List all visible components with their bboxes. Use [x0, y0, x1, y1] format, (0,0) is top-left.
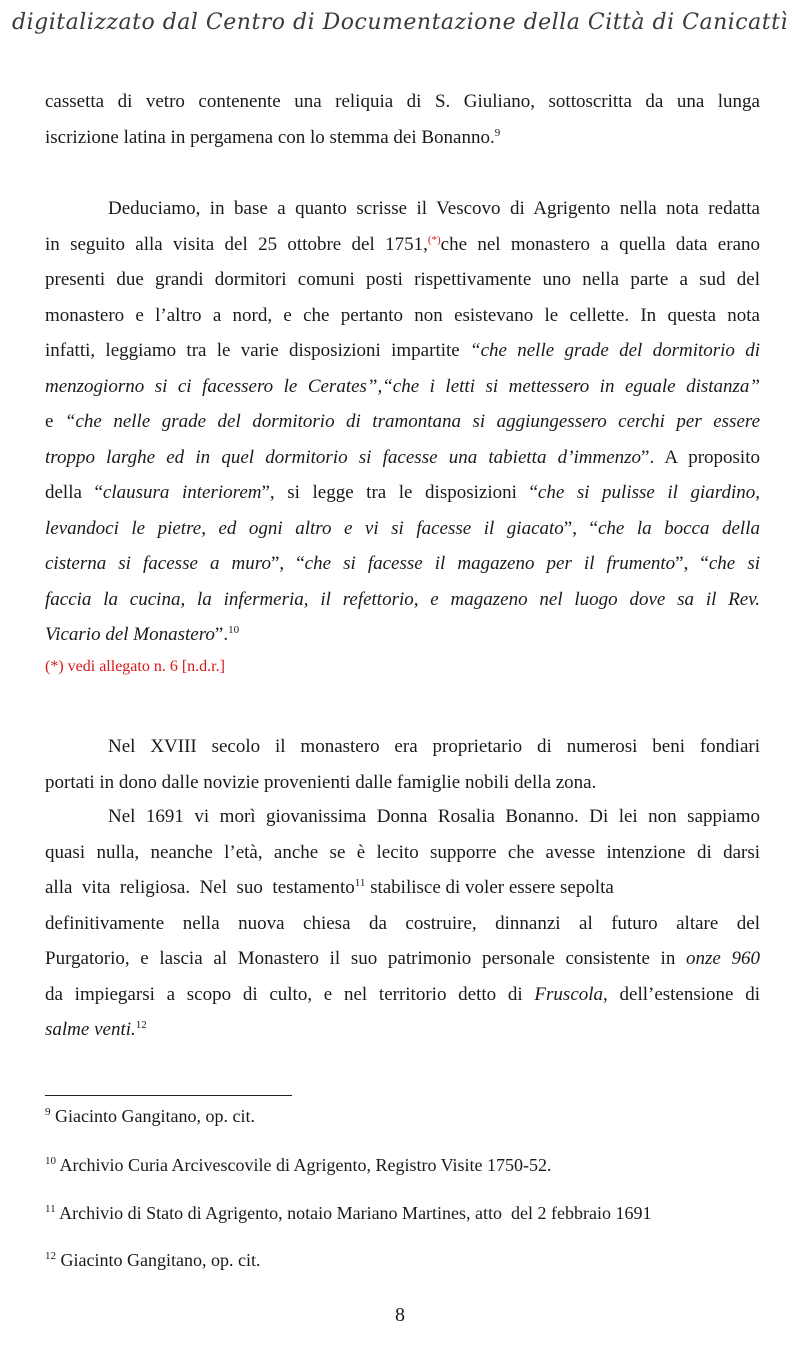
footnote-ref: 10 — [228, 624, 240, 636]
text-line: in seguito alla visita del 25 ottobre del 1751,(*)che nel monastero a quella data erano — [45, 233, 761, 255]
text-line: e “che nelle grade del dormitorio di tramontana si aggiungessero cerchi per essere — [45, 411, 761, 432]
watermark-header: digitalizzato dal Centro di Documentazione della Città di Canicattì — [12, 10, 788, 35]
editor-note: (*) vedi allegato n. 6 [n.d.r.] — [45, 658, 225, 675]
text-line: Nel XVIII secolo il monastero era proprietario di numerosi beni fondiari — [108, 736, 760, 757]
footnote-10: $^{10}$ Archivio Curia Arcivescovile di Agrigento, Registro Visite 1750-52. — [45, 1155, 552, 1175]
footnote-ref: 11 — [354, 877, 366, 889]
text-line: Deduciamo, in base a quanto scrisse il Vescovo di Agrigento nella nota redatta — [108, 198, 760, 219]
text-line: presenti due grandi dormitori comuni posti rispettivamente uno nella parte a sud del — [45, 269, 760, 290]
text-line: levandoci le pietre, ed ogni altro e vi si facesse il giacato”, “che la bocca della — [45, 517, 760, 539]
footnote-ref: 9 — [494, 126, 501, 139]
page-number: 8 — [395, 1304, 405, 1326]
paragraph-3 — [45, 729, 760, 800]
text-line: Nel 1691 vi morì giovanissima Donna Rosalia Bonanno. Di lei non sappiamo — [108, 806, 760, 827]
text-line: monastero e l’altro a nord, e che pertanto non esistevano le cellette. In questa nota — [45, 304, 760, 326]
footnote-separator — [45, 1095, 292, 1096]
text-line: da impiegarsi a scopo di culto, e nel territorio detto di Fruscola, dell’estensione di — [45, 983, 760, 1005]
text-line: infatti, leggiamo tra le varie disposizioni impartite “che nelle grade del dormitorio di — [45, 340, 760, 361]
paragraph-4 — [45, 799, 760, 1048]
text-line: Purgatorio, e lascia al Monastero il suo patrimonio personale consistente in onze 960 — [45, 948, 760, 969]
footnote-11: $^{11}$ Archivio di Stato di Agrigento, notaio Mariano Martines, atto del 2 febbraio 1691 — [45, 1203, 652, 1223]
footnote-12: $^{12}$ Giacinto Gangitano, op. cit. — [45, 1250, 261, 1270]
text-line: menzogiorno si ci facessero le Cerates”,“che i letti si mettessero in eguale distanza” — [45, 375, 760, 397]
text-line: quasi nulla, neanche l’età, anche se è lecito supporre che avesse intenzione di darsi — [45, 841, 760, 863]
text-line: troppo larghe ed in quel dormitorio si facesse una tabietta d’immenzo”. A proposito — [45, 446, 760, 468]
footnote-ref: 12 — [135, 1019, 147, 1031]
text-line: portati in dono dalle novizie provenienti dalle famiglie nobili della zona. — [45, 771, 597, 793]
text-line: salme venti.$^{12}$ — [45, 1019, 147, 1040]
text-line: faccia la cucina, la infermeria, il refettorio, e magazeno nel luogo dove sa il Rev. — [45, 588, 760, 610]
paragraph-1 — [45, 84, 760, 155]
text-line: cisterna si facesse a muro”, “che si facesse il magazeno per il frumento”, “che si — [45, 553, 760, 574]
text-line: definitivamente nella nuova chiesa da costruire, dinnanzi al futuro altare del — [45, 912, 760, 934]
text-line: alla vita religiosa. Nel suo testamento$^{11}$ stabilisce di voler essere sepolta — [45, 877, 614, 898]
text-line: iscrizione latina in pergamena con lo stemma dei Bonanno.$^9$ — [45, 126, 501, 148]
editor-note-marker: (*) — [427, 233, 441, 246]
text-line: Vicario del Monastero”.$^{10}$ — [45, 624, 240, 645]
paragraph-2 — [45, 191, 760, 653]
text-line: cassetta di vetro contenente una reliquia di S. Giuliano, sottoscritta da una lunga — [45, 91, 760, 112]
text-line: della “clausura interiorem”, si legge tra le disposizioni “che si pulisse il giardino, — [45, 482, 761, 503]
footnote-9: $^9$ Giacinto Gangitano, op. cit. — [45, 1106, 255, 1126]
